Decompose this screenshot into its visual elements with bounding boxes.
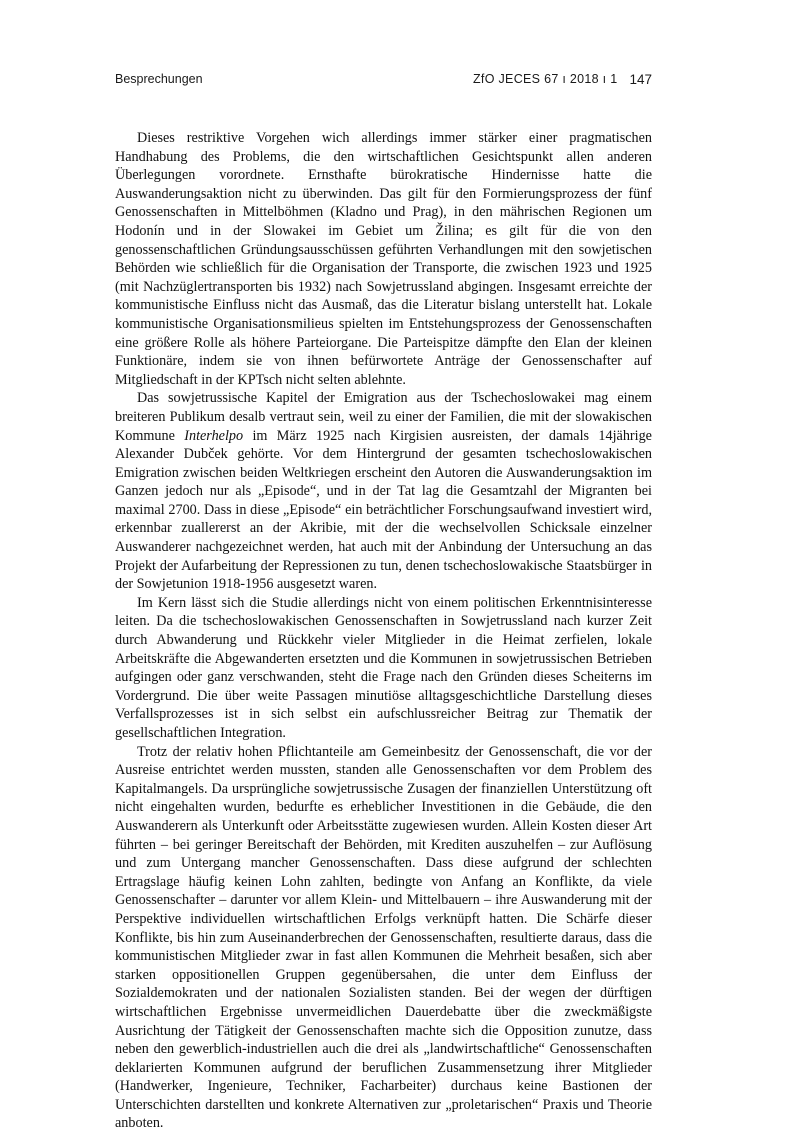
paragraph: Trotz der relativ hohen Pflichtanteile am Gemeinbesitz der Genossenschaft, die vor der Ausreise entrichtet werden mussten, standen alle Genossenschaften vor dem Problem des Kapitalmangels. Da ursprüngliche sowjetrussische Zusagen der finanziellen Unterstützung oft nicht eingehalten wurden, bedurfte es erheblicher Investitionen in die Gebäude, die den Auswanderern als Unterkunft oder Arbeitsstätte zugewiesen wurden. Allein Kosten dieser Art führten – bei geringer Bereitschaft der Behörden, mit Krediten auszuhelfen – zur Auflösung und zum Untergang mancher Genossenschaften. Dass diese aufgrund der schlechten Ertragslage häufig keinen Lohn zahlten, bedingte von Anfang an Konflikte, da viele Genossenschafter – darunter vor allem Klein- und Mittelbauern – ihre Auswanderung mit der Perspektive individuellen wirtschaftlichen Erfolgs verknüpft hatten. Die Schärfe dieser Konflikte, bis hin zum Auseinanderbrechen der Genossenschaften, resultierte daraus, dass die kommunistischen Mitglieder zwar in fast allen Kommunen die Mehrheit besaßen, sich aber starken oppositionellen Gruppen gegenübersahen, die unter dem Einfluss der Sozialdemokraten und der nationalen Sozialisten standen. Bei der wegen der dürftigen wirtschaftlichen Ergebnisse unvermeidlichen Dauerdebatte über die zweckmäßigste Ausrichtung der Tätigkeit der Genossenschaften machte sich die Opposition zunutze, dass neben den gewerblich-industriellen auch die drei als „landwirtschaftliche“ Genossenschaften deklarierten Kommunen aufgrund der beruflichen Zusammensetzung ihrer Mitglieder (Handwerker, Ingenieure, Techniker, Facharbeiter) durchaus keine Bastionen der Unterschichten darstellten und konkrete Alternativen zur „proletarischen“ Praxis und Theorie anboten. [115,743,652,1132]
paragraph-text: im März 1925 nach Kirgisien ausreisten, der damals 14jährige Alexander Dubček gehörte. Vor dem Hintergrund der gesamten tschechoslowakischen Emigration zwischen beiden Weltkriegen erscheint den Autoren die Auswanderungsaktion im Ganzen jedoch nur als „Episode“, und in der Tat lag die Gesamtzahl der Migranten bei maximal 2700. Dass in diese „Episode“ ein beträchtlicher Forschungsaufwand investiert wird, erkennbar zuallererst an der Akribie, mit der die wechselvollen Schicksale einzelner Auswanderer nachgezeichnet werden, hat auch mit der Anbindung der Untersuchung an das Projekt der Aufarbeitung der Repressionen zu tun, denen tschechoslowakische Staatsbürger in der Sowjetunion 1918-1956 ausgesetzt waren. [115,427,652,593]
paragraph: Dieses restriktive Vorgehen wich allerdings immer stärker einer pragmatischen Handhabung des Problems, die den wirtschaftlichen Gesichtspunkt allen anderen Überlegungen vorordnete. Ernsthafte bürokratische Hindernisse hatte die Auswanderungsaktion nicht zu überwinden. Das gilt für den Formierungsprozess der fünf Genossenschaften in Mittelböhmen (Kladno und Prag), in den mährischen Regionen um Hodonín und in der Slowakei im Gebiet um Žilina; es gilt für die von den genossenschaftlichen Gründungsausschüssen geführten Verhandlungen mit den sowjetischen Behörden wie schließlich für die Organisation der Transporte, die zwischen 1923 und 1925 (mit Nachzüglertransporten bis 1932) nach Sowjetrussland abgingen. Insgesamt erreichte der kommunistische Einfluss nicht das Ausmaß, das die Literatur bislang unterstellt hat. Lokale kommunistische Organisationsmilieus spielten im Entstehungsprozess der Genossenschaften eine größere Rolle als höhere Parteiorgane. Die Parteispitze dämpfte den Elan der kleinen Funktionäre, indem sie von ihnen befürwortete Anträge der Genossenschafter auf Mitgliedschaft in der KPTsch nicht selten ablehnte. [115,130,652,388]
section-title: Besprechungen [115,72,203,86]
page-number: 147 [629,72,652,87]
italic-term: Interhelpo [184,427,244,444]
running-header [115,72,652,90]
paragraph-text: Das sowjetrussische Kapitel der Emigration aus der Tschechoslowakei mag einem breiteren Publikum desalb vertraut sein, weil zu einer der Familien, die mit der slowakischen Kommune [115,390,652,444]
paragraph: Im Kern lässt sich die Studie allerdings nicht von einem politischen Erkenntnisinteresse leiten. Da die tschechoslowakischen Genossenschaften in Sowjetrussland nach kurzer Zeit durch Abwanderung und Rückkehr vieler Mitglieder in die Heimat zerfielen, lokale Arbeitskräfte die Abgewanderten ersetzten und die Kommunen in sowjetrussischen Betrieben aufgingen oder ganz verschwanden, steht die Frage nach den Gründen dieses Scheiterns im Vordergrund. Die über weite Passagen minutiöse alltagsgeschichtliche Darstellung dieses Verfallsprozesses ist in sich selbst ein aufschlussreicher Beitrag zur Thematik der gesellschaftlichen Integration. [115,594,652,741]
journal-info: ZfO JECES 67 ı 2018 ı 1 [473,72,618,86]
article-body [115,129,652,1133]
paragraph [115,389,652,594]
